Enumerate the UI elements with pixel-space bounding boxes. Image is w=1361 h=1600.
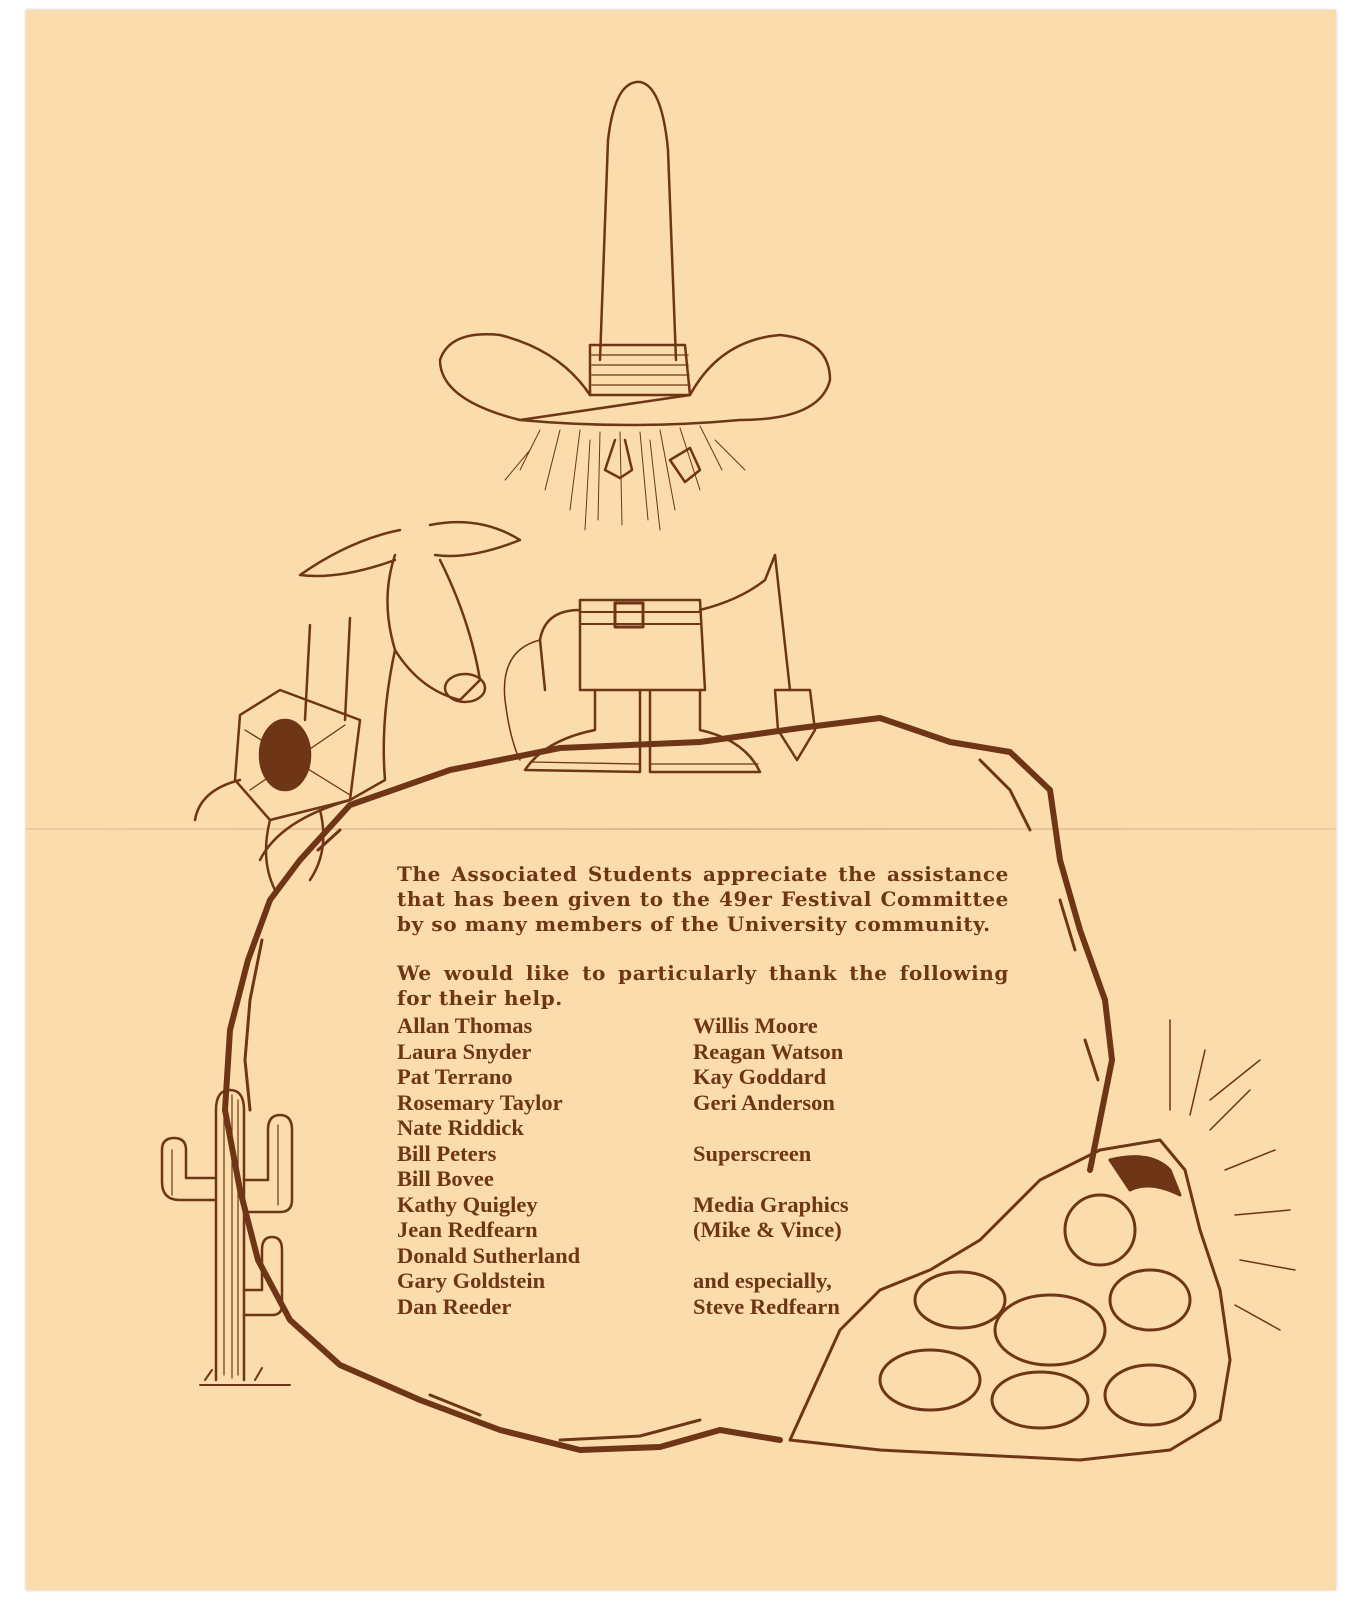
intro-paragraph: The Associated Students appreciate the assistance that has been given to the 49er Festival Committee by so many members of the University community. — [397, 862, 1009, 936]
donkey-icon — [195, 522, 520, 890]
name-item: Dan Reeder — [397, 1293, 512, 1319]
especially-name: Steve Redfearn — [693, 1293, 840, 1319]
names-right-column — [693, 1013, 989, 1319]
name-item: Gary Goldstein — [397, 1268, 546, 1293]
spacer — [693, 1243, 989, 1269]
name-item: Willis Moore — [693, 1013, 818, 1038]
media-graphics-note: (Mike & Vince) — [693, 1217, 842, 1242]
media-graphics-credit: Media Graphics — [693, 1191, 849, 1217]
name-item: Kathy Quigley — [397, 1191, 538, 1217]
name-item: Reagan Watson — [693, 1038, 844, 1064]
name-item: Nate Riddick — [397, 1115, 524, 1140]
name-item: Laura Snyder — [397, 1038, 532, 1064]
name-item: Bill Bovee — [397, 1166, 494, 1191]
prospector-icon — [440, 82, 830, 772]
especially-label: and especially, — [693, 1268, 832, 1293]
spacer — [693, 1166, 989, 1192]
thank-you-text — [397, 862, 1009, 1319]
name-item: Kay Goddard — [693, 1064, 827, 1089]
name-item: Bill Peters — [397, 1140, 497, 1166]
superscreen-credit: Superscreen — [693, 1140, 812, 1166]
name-item: Pat Terrano — [397, 1064, 513, 1089]
name-item: Allan Thomas — [397, 1013, 533, 1038]
names-list — [397, 1013, 1009, 1319]
names-left-column — [397, 1013, 693, 1319]
spacer — [693, 1115, 989, 1141]
name-item: Rosemary Taylor — [397, 1089, 563, 1115]
thanks-paragraph: We would like to particularly thank the following for their help. — [397, 961, 1009, 1010]
name-item: Geri Anderson — [693, 1089, 835, 1115]
name-item: Donald Sutherland — [397, 1242, 581, 1268]
name-item: Jean Redfearn — [397, 1217, 538, 1242]
